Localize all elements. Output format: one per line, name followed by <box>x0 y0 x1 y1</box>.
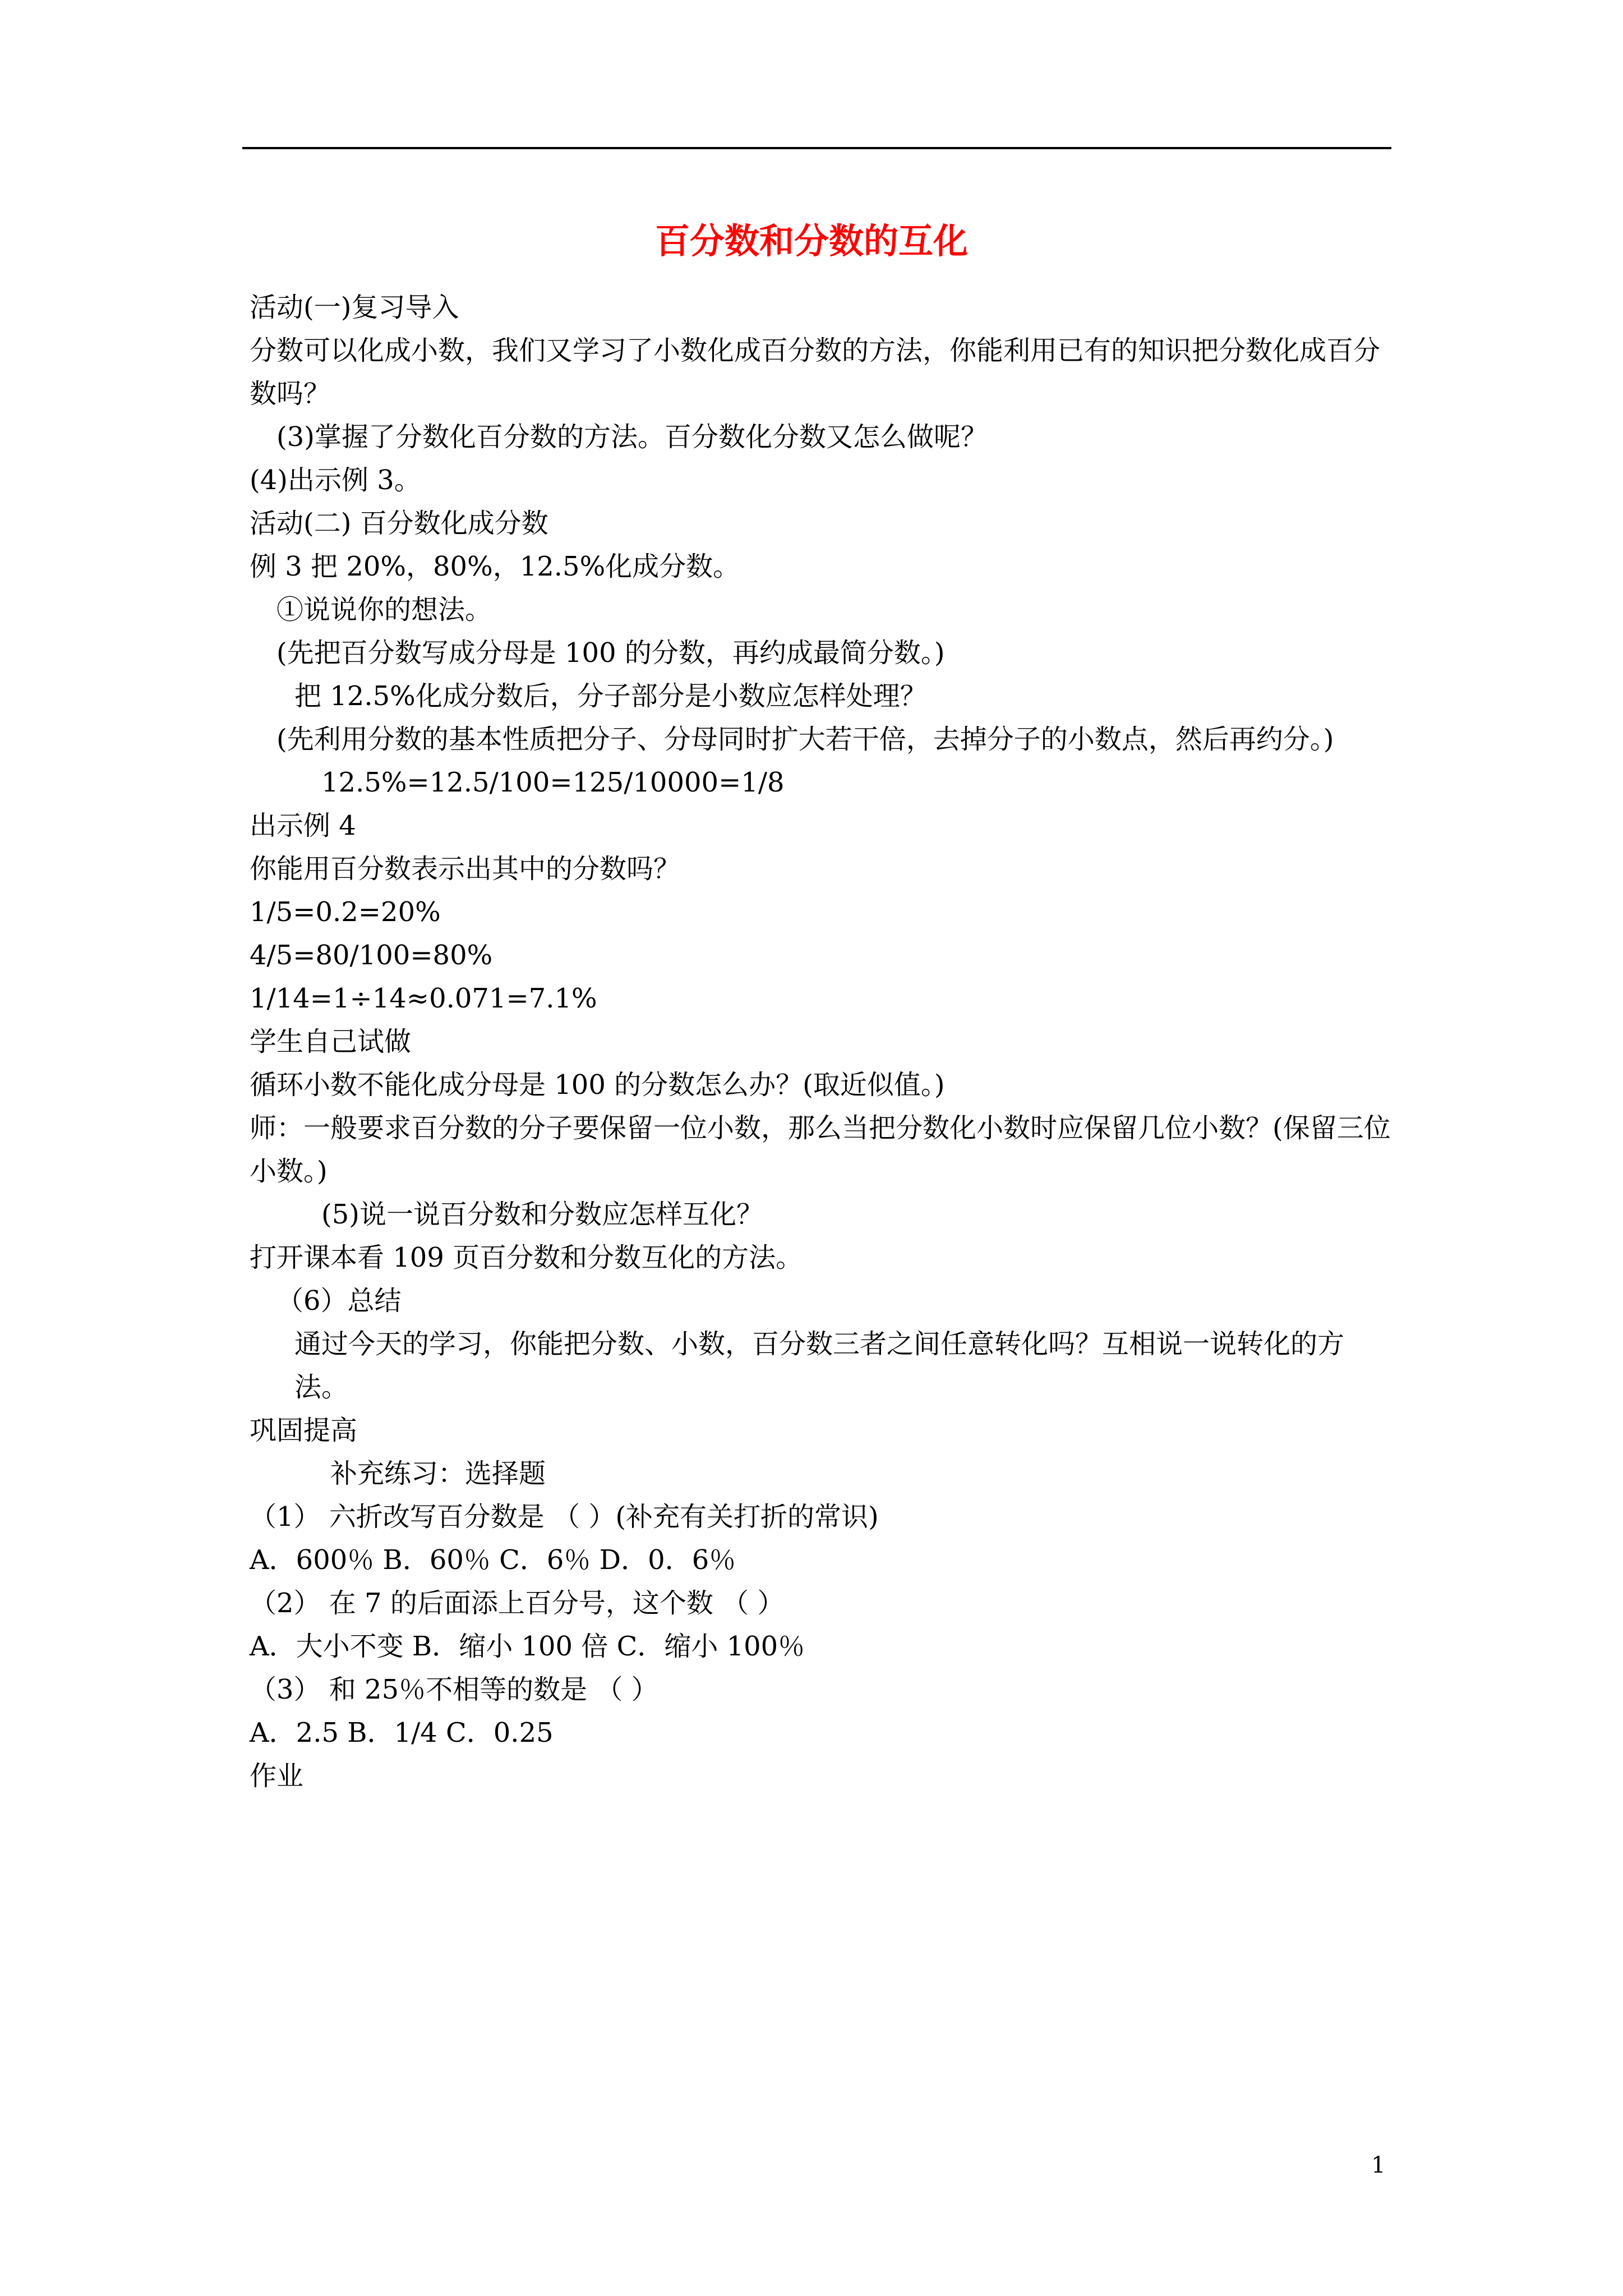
paragraph: 活动(一)复习导入 <box>250 292 459 323</box>
paragraph: （3） 和 25％不相等的数是 （ ） <box>250 1674 658 1705</box>
paragraph: （1） 六折改写百分数是 （ ）(补充有关打折的常识) <box>250 1501 879 1533</box>
paragraph: 师：一般要求百分数的分子要保留一位小数，那么当把分数化小数时应保留几位小数？(保留三位小数。) <box>250 1112 1391 1187</box>
paragraph: 学生自己试做 <box>250 1026 412 1057</box>
paragraph: A．大小不变 B．缩小 100 倍 C．缩小 100％ <box>250 1631 805 1662</box>
paragraph: 循环小数不能化成分母是 100 的分数怎么办？(取近似值。) <box>250 1069 945 1101</box>
paragraph: A．2.5 B．1/4 C．0.25 <box>250 1717 554 1749</box>
paragraph: 你能用百分数表示出其中的分数吗？ <box>250 853 681 885</box>
paragraph: 打开课本看 109 页百分数和分数互化的方法。 <box>250 1242 803 1273</box>
paragraph: 4/5=80/100=80% <box>250 940 493 971</box>
document-title: 百分数和分数的互化 <box>654 220 968 261</box>
document-body <box>250 286 1394 1798</box>
paragraph: (先把百分数写成分母是 100 的分数，再约成最简分数。) <box>276 637 945 669</box>
paragraph: 把 12.5%化成分数后，分子部分是小数应怎样处理？ <box>294 680 927 712</box>
paragraph: A．600％ B．60％ C．6％ D．0．6％ <box>250 1544 736 1576</box>
paragraph: (4)出示例 3。 <box>250 464 421 496</box>
paragraph: 分数可以化成小数，我们又学习了小数化成百分数的方法，你能利用已有的知识把分数化成百分数吗？ <box>250 335 1381 409</box>
paragraph: （2） 在 7 的后面添上百分号，这个数 （ ） <box>250 1588 785 1619</box>
paragraph: 例 3 把 20%，80%，12.5%化成分数。 <box>250 551 740 582</box>
paragraph: 出示例 4 <box>250 810 356 841</box>
paragraph: 补充练习：选择题 <box>330 1458 546 1489</box>
paragraph: 12.5%=12.5/100=125/10000=1/8 <box>321 767 785 798</box>
paragraph: （6）总结 <box>276 1285 402 1317</box>
page-number: 1 <box>1371 2152 1386 2178</box>
paragraph: (3)掌握了分数化百分数的方法。百分数化分数又怎么做呢？ <box>276 421 988 453</box>
paragraph: 1/5=0.2=20% <box>250 896 441 928</box>
paragraph: 巩固提高 <box>250 1415 358 1446</box>
paragraph: ①说说你的想法。 <box>276 594 492 625</box>
paragraph: (先利用分数的基本性质把分子、分母同时扩大若干倍，去掉分子的小数点，然后再约分。) <box>276 724 1334 755</box>
paragraph: (5)说一说百分数和分数应怎样互化？ <box>321 1199 763 1230</box>
paragraph: 1/14=1÷14≈0.071=7.1% <box>250 983 597 1014</box>
paragraph: 通过今天的学习，你能把分数、小数，百分数三者之间任意转化吗？互相说一说转化的方法。 <box>294 1328 1345 1403</box>
header-rule <box>242 147 1391 149</box>
paragraph: 作业 <box>250 1760 304 1792</box>
paragraph: 活动(二) 百分数化成分数 <box>250 508 548 539</box>
